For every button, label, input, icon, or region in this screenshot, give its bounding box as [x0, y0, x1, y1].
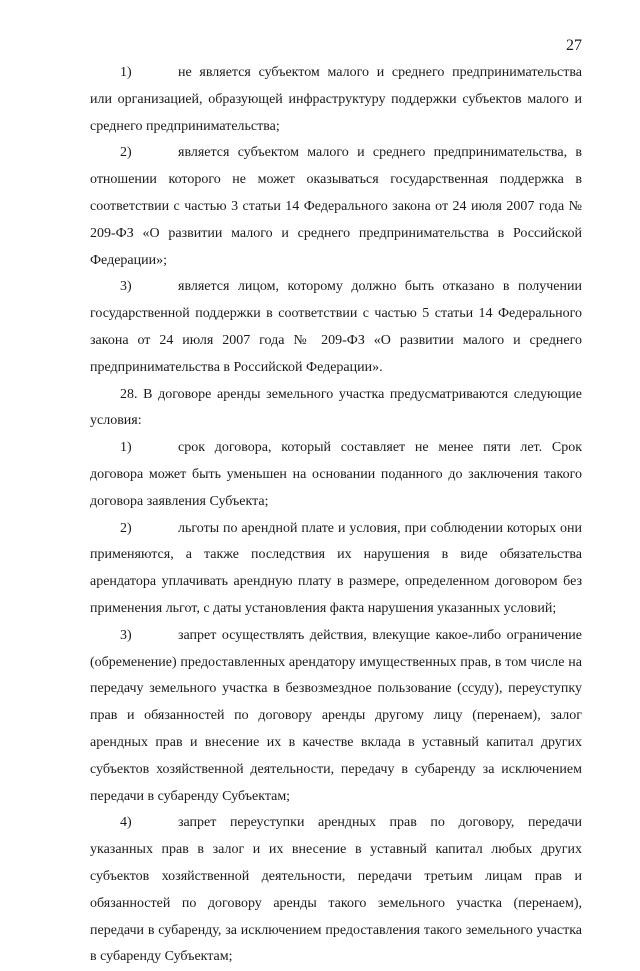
paragraph-condition-1	[90, 435, 582, 515]
paragraph-text: является субъектом малого и среднего предпринимательства, в отношении которого не может оказываться государственная поддержка в соответствии с частью 3 статьи 14 Федерального закона от 24 июля 2007 года № 209-ФЗ «О развитии малого и среднего предпринимательства в Российской Федерации»;	[90, 145, 582, 268]
paragraph-text: льготы по арендной плате и условия, при соблюдении которых они применяются, а также последствия их нарушения в виде обязательства арендатора уплачивать арендную плату в размере, определенном договором без применения льгот, с даты установления факта нарушения указанных условий;	[90, 520, 582, 616]
item-number: 3)	[120, 279, 132, 295]
paragraph-item-2	[90, 140, 582, 274]
paragraph-text: не является субъектом малого и среднего предпринимательства или организацией, образующей инфраструктуру поддержки субъектов малого и среднего предпринимательства;	[90, 65, 582, 134]
paragraph-condition-2	[90, 516, 582, 623]
item-number: 2)	[120, 520, 132, 536]
paragraph-condition-4	[90, 810, 582, 971]
paragraph-text: запрет осуществлять действия, влекущие какое-либо ограничение (обременение) предоставленных арендатору имущественных прав, в том числе на передачу земельного участка в безвозмездное пользование (ссуду), переуступку прав и обязанностей по договору аренды другому лицу (перенаем), залог арендных прав и внесение их в качестве вклада в уставный капитал других субъектов хозяйственной деятельности, передачу в субаренду за исключением передачи в субаренду Субъектам;	[90, 627, 582, 804]
item-number: 1)	[120, 440, 132, 456]
paragraph-condition-3	[90, 623, 582, 811]
paragraph-clause-28	[90, 382, 582, 436]
paragraph-text: срок договора, который составляет не менее пяти лет. Срок договора может быть уменьшен на основании поданного до заключения такого договора заявления Субъекта;	[90, 440, 582, 509]
paragraph-text: запрет переуступки арендных прав по договору, передачи указанных прав в залог и их внесение в уставный капитал любых других субъектов хозяйственной деятельности, передачи третьим лицам прав и обязанностей по договору аренды такого земельного участка (перенаем), передачи в субаренду, за исключением предоставления такого земельного участка в субаренду Субъектам;	[90, 815, 582, 965]
item-number: 4)	[120, 815, 132, 831]
document-body	[90, 60, 582, 971]
item-number: 3)	[120, 627, 132, 643]
paragraph-text: является лицом, которому должно быть отказано в получении государственной поддержки в соответствии с частью 5 статьи 14 Федерального закона от 24 июля 2007 года № 209-ФЗ «О развитии малого и среднего предпринимательства в Российской Федерации».	[90, 279, 582, 375]
paragraph-text: 28. В договоре аренды земельного участка предусматриваются следующие условия:	[90, 386, 582, 429]
page-number: 27	[566, 37, 582, 54]
item-number: 2)	[120, 145, 132, 161]
paragraph-item-3	[90, 274, 582, 381]
item-number: 1)	[120, 65, 132, 80]
paragraph-item-1	[90, 60, 582, 140]
